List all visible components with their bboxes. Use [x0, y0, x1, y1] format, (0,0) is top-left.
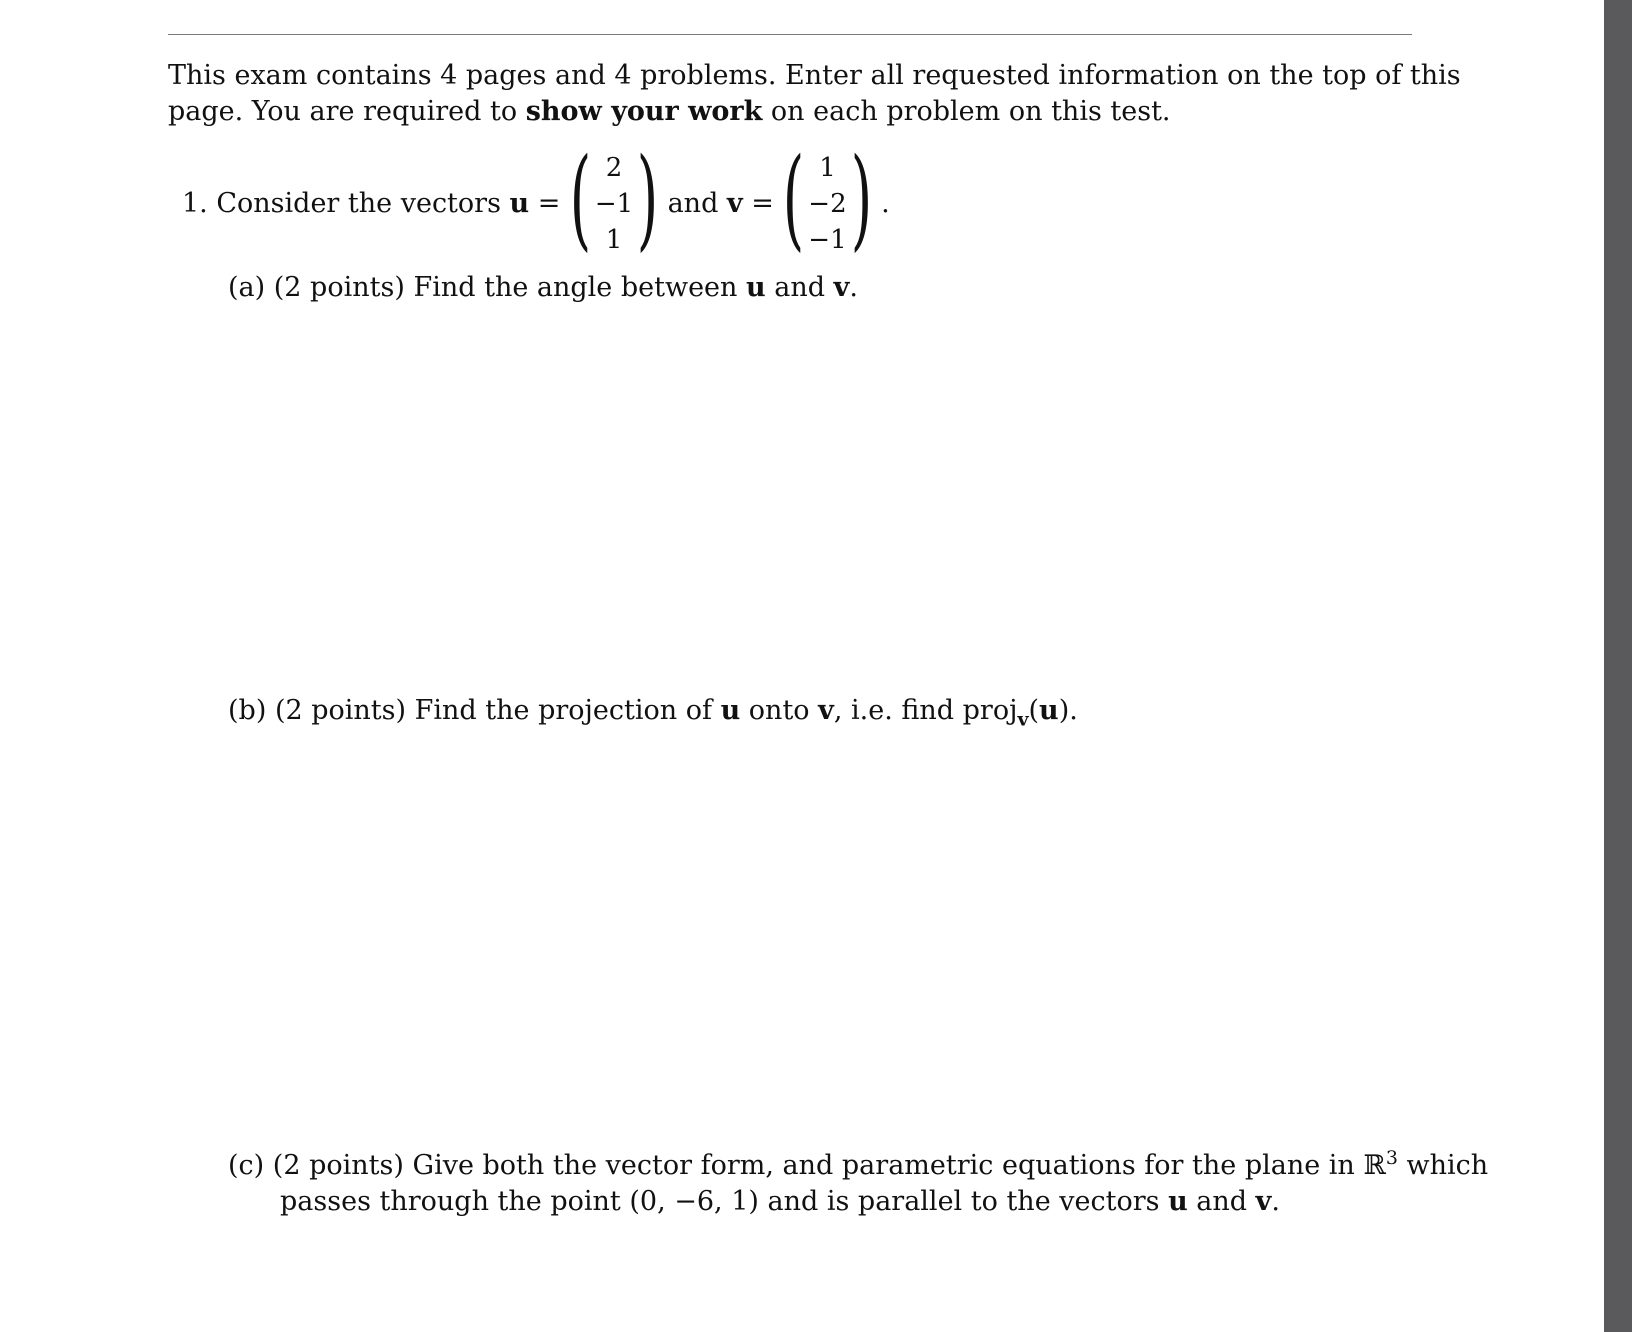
u-component-3: 1	[605, 225, 623, 255]
v-symbol: v	[726, 188, 743, 219]
window-edge	[1604, 0, 1632, 1332]
problem-1-statement: 1. Consider the vectors u = ( 2 −1 1 ) and v = ( 1 −2 −1 ) .	[182, 134, 890, 262]
intro-line-1: This exam contains 4 pages and 4 problems. Enter all requested information on the top of this	[168, 60, 1461, 91]
part-c-points: (2 points)	[272, 1150, 404, 1181]
show-your-work-emphasis: show your work	[525, 96, 763, 127]
problem-number: 1.	[182, 188, 208, 219]
part-a-label: (a)	[228, 272, 266, 303]
vector-v: ( 1 −2 −1 )	[783, 134, 872, 262]
u-component-2: −1	[594, 189, 634, 219]
part-a: (a) (2 points) Find the angle between u and v.	[228, 272, 858, 303]
part-b-points: (2 points)	[274, 695, 407, 726]
u-component-1: 2	[605, 153, 623, 183]
v-component-2: −2	[808, 189, 847, 219]
v-component-1: 1	[819, 153, 836, 183]
part-c-label: (c)	[228, 1150, 265, 1181]
vector-u: ( 2 −1 1 )	[569, 134, 659, 262]
reals-symbol: ℝ	[1363, 1150, 1386, 1181]
part-c-line-1: (c) (2 points) Give both the vector form, and parametric equations for the plane in ℝ$^3$ which	[228, 1147, 1489, 1181]
part-c-line-2: passes through the point (0, −6, 1) and is parallel to the vectors u and v.	[280, 1186, 1280, 1217]
header-rule	[168, 34, 1412, 35]
u-symbol: u	[509, 188, 530, 219]
part-a-points: (2 points)	[273, 272, 405, 303]
part-b: (b) (2 points) Find the projection of u onto v, i.e. find proj$_v$(u).	[228, 695, 1078, 731]
part-b-label: (b)	[228, 695, 267, 726]
intro-line-2: page. You are required to show your work on each problem on this test.	[168, 96, 1171, 127]
v-component-3: −1	[808, 225, 847, 255]
